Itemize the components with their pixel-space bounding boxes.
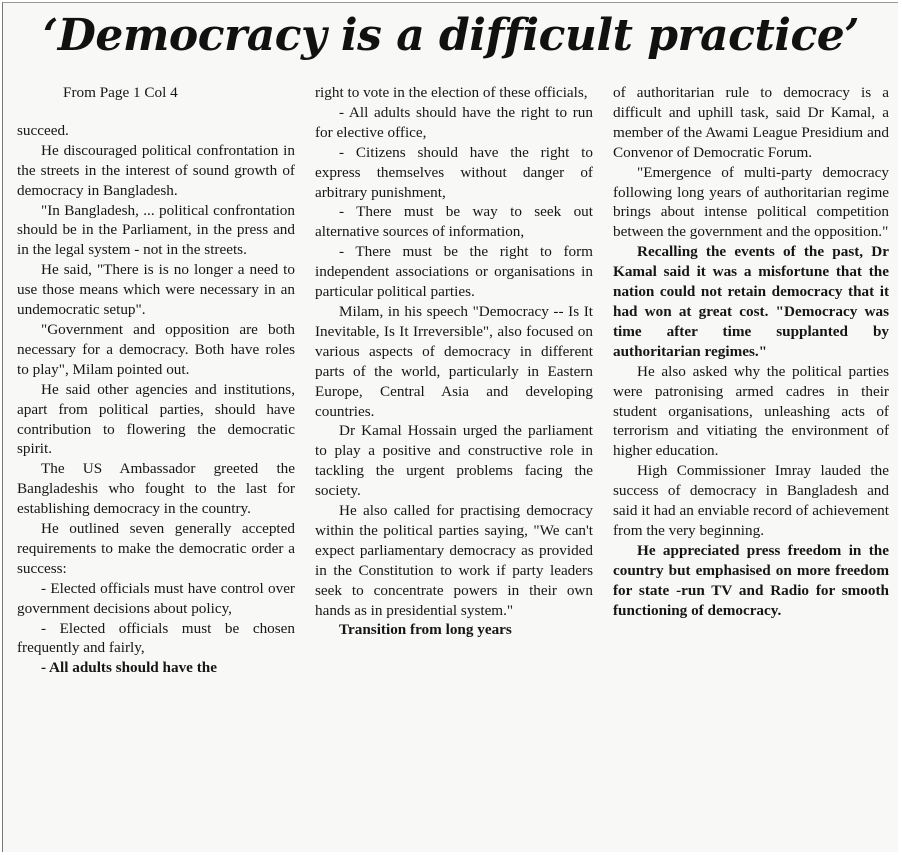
- article-paragraph: - There must be the right to form independent associations or organisations in particular political parties.: [315, 243, 593, 301]
- article-paragraph: "Government and opposition are both necessary for a democracy. Both have roles to play", Milam pointed out.: [17, 320, 295, 378]
- article-paragraph: He also asked why the political parties were patronising armed cadres in their student organisations, unleashing acts of terrorism and vitiating the environment of higher education.: [613, 362, 889, 460]
- article-paragraph: Milam, in his speech "Democracy -- Is It Inevitable, Is It Irreversible", also focused on various aspects of democracy in different parts of the world, particularly in Eastern Europe, Central Asia and developing countries.: [315, 302, 593, 420]
- article-column-3: [613, 83, 889, 620]
- article-paragraph: The US Ambassador greeted the Bangladeshis who fought to the last for establishing democracy in the country.: [17, 460, 295, 518]
- article-paragraph: "Emergence of multi-party democracy following long years of authoritarian regime brings about intense political competition between the government and the opposition.": [613, 163, 889, 241]
- newspaper-clipping: [2, 2, 898, 852]
- article-paragraph: succeed.: [17, 121, 69, 139]
- article-paragraph: He also called for practising democracy within the political parties saying, "We can't expect parliamentary democracy as provided in the Constitution to work if party leaders seek to concentrate powers in their own hands as in presidential system.": [315, 502, 593, 619]
- article-paragraph: "In Bangladesh, ... political confrontation should be in the Parliament, in the press and in the legal system - not in the streets.: [17, 201, 295, 259]
- column-2-body: [315, 83, 593, 640]
- article-paragraph: Transition from long years: [339, 621, 512, 639]
- article-paragraph: - Elected officials must have control over government decisions about policy,: [17, 579, 295, 617]
- article-paragraph: right to vote in the election of these officials,: [315, 84, 588, 101]
- article-paragraph: He discouraged political confrontation in the streets in the interest of sound growth of democracy in Bangladesh.: [17, 141, 295, 199]
- article-paragraph: of authoritarian rule to democracy is a difficult and uphill task, said Dr Kamal, a member of the Awami League Presidium and Convenor of Democratic Forum.: [613, 84, 889, 161]
- continuation-dateline: From Page 1 Col 4: [63, 84, 178, 101]
- headline: ‘Democracy is a difficult practice’: [42, 10, 860, 61]
- article-paragraph: High Commissioner Imray lauded the success of democracy in Bangladesh and said it had an enviable record of achievement from the very beginning.: [613, 462, 889, 539]
- article-paragraph: He said, "There is is no longer a need to use those means which were necessary in an undemocratic setup".: [17, 261, 295, 319]
- article-column-1: [17, 83, 295, 678]
- article-paragraph: Recalling the events of the past, Dr Kamal said it was a misfortune that the nation could not retain democracy that it had won at great cost. "Democracy was time after time supplanted by authoritarian regimes.": [613, 243, 889, 360]
- article-paragraph: - All adults should have the right to run for elective office,: [315, 103, 593, 141]
- article-paragraph: - There must be way to seek out alternative sources of information,: [315, 203, 593, 241]
- article-paragraph: Dr Kamal Hossain urged the parliament to play a positive and constructive role in tackling the urgent problems facing the society.: [315, 422, 593, 500]
- column-1-body: [17, 121, 295, 678]
- article-paragraph: - Elected officials must be chosen frequently and fairly,: [17, 619, 295, 657]
- column-3-body: [613, 83, 889, 620]
- article-paragraph: He outlined seven generally accepted requirements to make the democratic order a success:: [17, 520, 295, 577]
- article-paragraph: He appreciated press freedom in the country but emphasised on more freedom for state -run TV and Radio for smooth functioning of democracy.: [613, 541, 889, 619]
- article-paragraph: - Citizens should have the right to express themselves without danger of arbitrary punishment,: [315, 143, 593, 201]
- article-column-2: [315, 83, 593, 640]
- article-paragraph: He said other agencies and institutions, apart from political parties, should have contribution to flowering the democratic spirit.: [17, 380, 295, 458]
- article-paragraph: - All adults should have the: [41, 659, 217, 677]
